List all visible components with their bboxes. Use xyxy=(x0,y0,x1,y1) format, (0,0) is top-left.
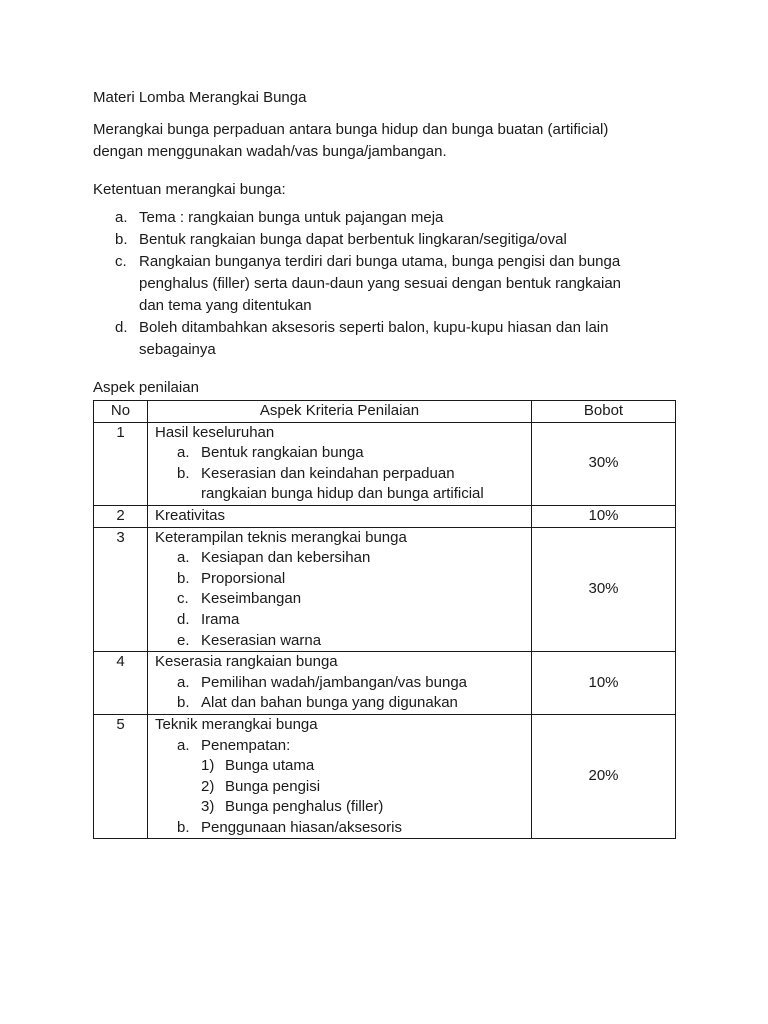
criteria-text: Keserasian dan keindahan perpaduan xyxy=(201,464,455,482)
criteria-text: Keseimbangan xyxy=(201,590,302,608)
criteria-marker: b. xyxy=(177,569,190,587)
criteria-text: Irama xyxy=(201,610,240,628)
row-criteria xyxy=(148,527,532,652)
row-weight: 10% xyxy=(532,652,676,715)
intro-paragraph xyxy=(93,119,683,163)
rule-text: Boleh ditambahkan aksesoris seperti balon, kupu-kupu hiasan dan lain xyxy=(139,319,609,336)
table-row xyxy=(94,422,676,505)
criteria-item xyxy=(155,610,531,631)
criteria-text: Bunga utama xyxy=(225,757,315,775)
rule-text: Bentuk rangkaian bunga dapat berbentuk lingkaran/segitiga/oval xyxy=(139,231,567,248)
rule-item xyxy=(93,207,683,229)
intro-line: dengan menggunakan wadah/vas bunga/jambangan. xyxy=(93,143,447,160)
table-row xyxy=(94,714,676,839)
row-number: 2 xyxy=(94,505,148,527)
row-weight: 30% xyxy=(532,422,676,505)
criteria-marker: c. xyxy=(177,590,189,608)
row-weight: 30% xyxy=(532,527,676,652)
criteria-item xyxy=(155,693,531,714)
rule-text: Rangkaian bunganya terdiri dari bunga utama, bunga pengisi dan bunga xyxy=(139,253,621,270)
rule-text: Tema : rangkaian bunga untuk pajangan meja xyxy=(139,209,444,226)
rule-text: dan tema yang ditentukan xyxy=(139,297,312,314)
row-criteria xyxy=(148,422,532,505)
table-body xyxy=(94,422,676,839)
document-title: Materi Lomba Merangkai Bunga xyxy=(93,89,307,106)
header-no: No xyxy=(94,401,148,423)
criteria-text: Kesiapan dan kebersihan xyxy=(201,549,371,567)
criteria-heading: Hasil keseluruhan xyxy=(155,423,275,441)
rule-item xyxy=(93,317,683,361)
criteria-item xyxy=(155,756,531,777)
rule-item xyxy=(93,251,683,317)
criteria-heading: Kreativitas xyxy=(155,506,226,524)
row-weight: 20% xyxy=(532,714,676,839)
criteria-item xyxy=(155,631,531,652)
rule-marker: d. xyxy=(115,319,128,336)
criteria-marker: b. xyxy=(177,818,190,836)
row-criteria xyxy=(148,652,532,715)
row-number: 3 xyxy=(94,527,148,652)
row-number: 1 xyxy=(94,422,148,505)
criteria-marker: b. xyxy=(177,694,190,712)
criteria-marker: a. xyxy=(177,736,190,754)
header-bobot: Bobot xyxy=(532,401,676,423)
criteria-item xyxy=(155,548,531,569)
criteria-marker: e. xyxy=(177,631,190,649)
criteria-marker: a. xyxy=(177,673,190,691)
criteria-item xyxy=(155,569,531,590)
rule-marker: b. xyxy=(115,231,128,248)
assessment-heading: Aspek penilaian xyxy=(93,379,199,396)
rule-text: sebagainya xyxy=(139,341,216,358)
criteria-marker: d. xyxy=(177,610,190,628)
criteria-text: Alat dan bahan bunga yang digunakan xyxy=(201,694,458,712)
row-criteria xyxy=(148,505,532,527)
criteria-marker: 3) xyxy=(201,798,215,816)
criteria-item xyxy=(155,443,531,464)
criteria-item xyxy=(155,777,531,798)
criteria-text: Bunga pengisi xyxy=(225,777,321,795)
criteria-heading: Keterampilan teknis merangkai bunga xyxy=(155,528,407,546)
row-number: 4 xyxy=(94,652,148,715)
rules-heading: Ketentuan merangkai bunga: xyxy=(93,181,286,198)
criteria-text: Bentuk rangkaian bunga xyxy=(201,444,364,462)
criteria-item xyxy=(155,797,531,818)
criteria-marker: 2) xyxy=(201,777,215,795)
rule-item xyxy=(93,229,683,251)
assessment-table xyxy=(93,400,676,839)
criteria-item xyxy=(155,673,531,694)
rule-marker: c. xyxy=(115,253,127,270)
criteria-marker: a. xyxy=(177,549,190,567)
row-criteria xyxy=(148,714,532,839)
criteria-text: Bunga penghalus (filler) xyxy=(225,798,384,816)
row-number: 5 xyxy=(94,714,148,839)
criteria-text: Penempatan: xyxy=(201,736,291,754)
rule-text: penghalus (filler) serta daun-daun yang sesuai dengan bentuk rangkaian xyxy=(139,275,621,292)
criteria-text: Penggunaan hiasan/aksesoris xyxy=(201,818,402,836)
row-weight: 10% xyxy=(532,505,676,527)
criteria-item xyxy=(155,464,531,505)
intro-line: Merangkai bunga perpaduan antara bunga hidup dan bunga buatan (artificial) xyxy=(93,121,609,138)
criteria-heading: Keserasia rangkaian bunga xyxy=(155,653,338,671)
document-page xyxy=(93,86,683,839)
criteria-heading: Teknik merangkai bunga xyxy=(155,715,318,733)
criteria-text: Keserasian warna xyxy=(201,631,322,649)
criteria-marker: 1) xyxy=(201,757,215,775)
table-row xyxy=(94,527,676,652)
table-row xyxy=(94,505,676,527)
rules-list xyxy=(93,207,683,361)
header-aspek: Aspek Kriteria Penilaian xyxy=(148,401,532,423)
table-row xyxy=(94,652,676,715)
criteria-marker: b. xyxy=(177,464,190,482)
rule-marker: a. xyxy=(115,209,128,226)
criteria-item xyxy=(155,818,531,839)
criteria-item xyxy=(155,589,531,610)
criteria-text: Pemilihan wadah/jambangan/vas bunga xyxy=(201,673,468,691)
criteria-item xyxy=(155,736,531,757)
criteria-text: Proporsional xyxy=(201,569,286,587)
criteria-marker: a. xyxy=(177,444,190,462)
criteria-text: rangkaian bunga hidup dan bunga artificial xyxy=(201,485,484,503)
table-header-row xyxy=(94,401,676,423)
